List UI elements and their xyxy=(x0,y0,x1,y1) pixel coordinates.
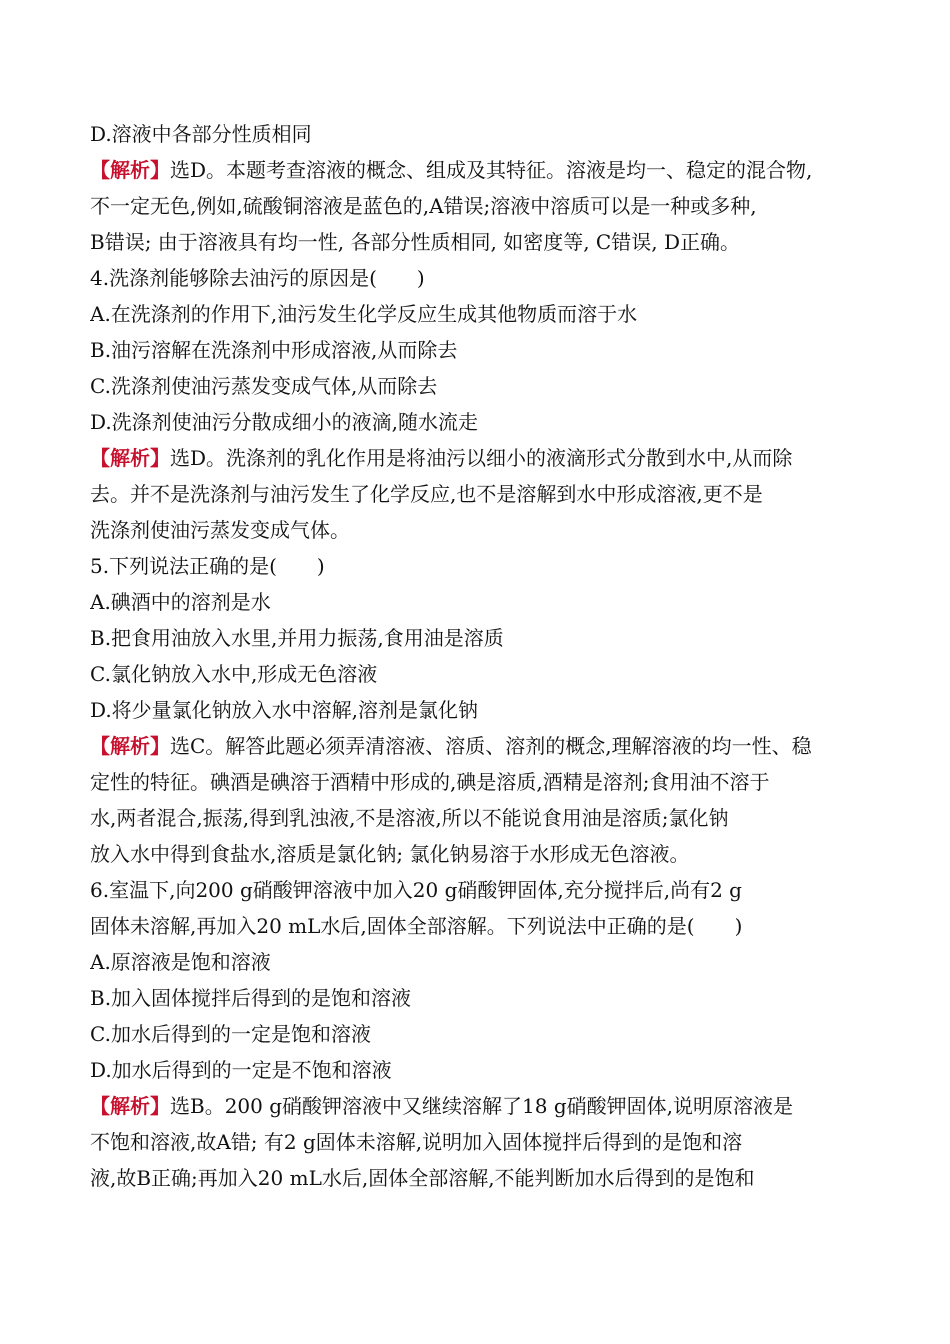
text-line xyxy=(90,800,870,836)
text-line xyxy=(90,224,870,260)
line-text: 放入水中得到食盐水,溶质是氯化钠; 氯化钠易溶于水形成无色溶液。 xyxy=(90,842,690,866)
line-text: 液,故B正确;再加入20 mL水后,固体全部溶解,不能判断加水后得到的是饱和 xyxy=(90,1166,755,1190)
text-line xyxy=(90,764,870,800)
analysis-paragraph-line xyxy=(90,152,870,188)
text-line xyxy=(90,260,870,296)
line-text: 4.洗涤剂能够除去油污的原因是( ) xyxy=(90,266,425,290)
text-line xyxy=(90,1160,870,1196)
text-line xyxy=(90,656,870,692)
document-page xyxy=(90,116,870,1196)
line-text: 选B。200 g硝酸钾溶液中又继续溶解了18 g硝酸钾固体,说明原溶液是 xyxy=(170,1094,793,1118)
analysis-tag: 【解析】 xyxy=(90,446,170,470)
line-text: 不一定无色,例如,硫酸铜溶液是蓝色的,A错误;溶液中溶质可以是一种或多种, xyxy=(90,194,757,218)
line-text: D.溶液中各部分性质相同 xyxy=(90,122,312,146)
text-line xyxy=(90,692,870,728)
line-text: 固体未溶解,再加入20 mL水后,固体全部溶解。下列说法中正确的是( ) xyxy=(90,914,743,938)
text-line xyxy=(90,548,870,584)
text-line xyxy=(90,1052,870,1088)
line-text: D.加水后得到的一定是不饱和溶液 xyxy=(90,1058,392,1082)
text-line xyxy=(90,1124,870,1160)
line-text: B.油污溶解在洗涤剂中形成溶液,从而除去 xyxy=(90,338,458,362)
text-line xyxy=(90,404,870,440)
line-text: 不饱和溶液,故A错; 有2 g固体未溶解,说明加入固体搅拌后得到的是饱和溶 xyxy=(90,1130,743,1154)
text-line xyxy=(90,476,870,512)
text-line xyxy=(90,332,870,368)
text-line xyxy=(90,296,870,332)
text-line xyxy=(90,908,870,944)
text-line xyxy=(90,980,870,1016)
analysis-paragraph-line xyxy=(90,728,870,764)
line-text: 选C。解答此题必须弄清溶液、溶质、溶剂的概念,理解溶液的均一性、稳 xyxy=(170,734,812,758)
line-text: 选D。洗涤剂的乳化作用是将油污以细小的液滴形式分散到水中,从而除 xyxy=(170,446,793,470)
text-line xyxy=(90,584,870,620)
text-line xyxy=(90,116,870,152)
line-text: 定性的特征。碘酒是碘溶于酒精中形成的,碘是溶质,酒精是溶剂;食用油不溶于 xyxy=(90,770,770,794)
text-line xyxy=(90,620,870,656)
text-line xyxy=(90,836,870,872)
line-text: A.在洗涤剂的作用下,油污发生化学反应生成其他物质而溶于水 xyxy=(90,302,638,326)
line-text: B.加入固体搅拌后得到的是饱和溶液 xyxy=(90,986,412,1010)
line-text: 洗涤剂使油污蒸发变成气体。 xyxy=(90,518,350,542)
line-text: B错误; 由于溶液具有均一性, 各部分性质相同, 如密度等, C错误, D正确。 xyxy=(90,230,740,254)
line-text: C.加水后得到的一定是饱和溶液 xyxy=(90,1022,371,1046)
line-text: C.洗涤剂使油污蒸发变成气体,从而除去 xyxy=(90,374,438,398)
analysis-paragraph-line xyxy=(90,440,870,476)
line-text: 5.下列说法正确的是( ) xyxy=(90,554,325,578)
line-text: 6.室温下,向200 g硝酸钾溶液中加入20 g硝酸钾固体,充分搅拌后,尚有2 g xyxy=(90,878,742,902)
text-line xyxy=(90,188,870,224)
text-line xyxy=(90,1016,870,1052)
line-text: B.把食用油放入水里,并用力振荡,食用油是溶质 xyxy=(90,626,504,650)
line-text: 去。并不是洗涤剂与油污发生了化学反应,也不是溶解到水中形成溶液,更不是 xyxy=(90,482,763,506)
line-text: D.将少量氯化钠放入水中溶解,溶剂是氯化钠 xyxy=(90,698,479,722)
line-text: A.原溶液是饱和溶液 xyxy=(90,950,271,974)
text-line xyxy=(90,872,870,908)
line-text: 水,两者混合,振荡,得到乳浊液,不是溶液,所以不能说食用油是溶质;氯化钠 xyxy=(90,806,729,830)
line-text: A.碘酒中的溶剂是水 xyxy=(90,590,271,614)
analysis-tag: 【解析】 xyxy=(90,158,170,182)
line-text: C.氯化钠放入水中,形成无色溶液 xyxy=(90,662,378,686)
text-line xyxy=(90,512,870,548)
analysis-tag: 【解析】 xyxy=(90,1094,170,1118)
analysis-paragraph-line xyxy=(90,1088,870,1124)
analysis-tag: 【解析】 xyxy=(90,734,170,758)
line-text: D.洗涤剂使油污分散成细小的液滴,随水流走 xyxy=(90,410,479,434)
text-line xyxy=(90,368,870,404)
text-line xyxy=(90,944,870,980)
line-text: 选D。本题考查溶液的概念、组成及其特征。溶液是均一、稳定的混合物, xyxy=(170,158,813,182)
